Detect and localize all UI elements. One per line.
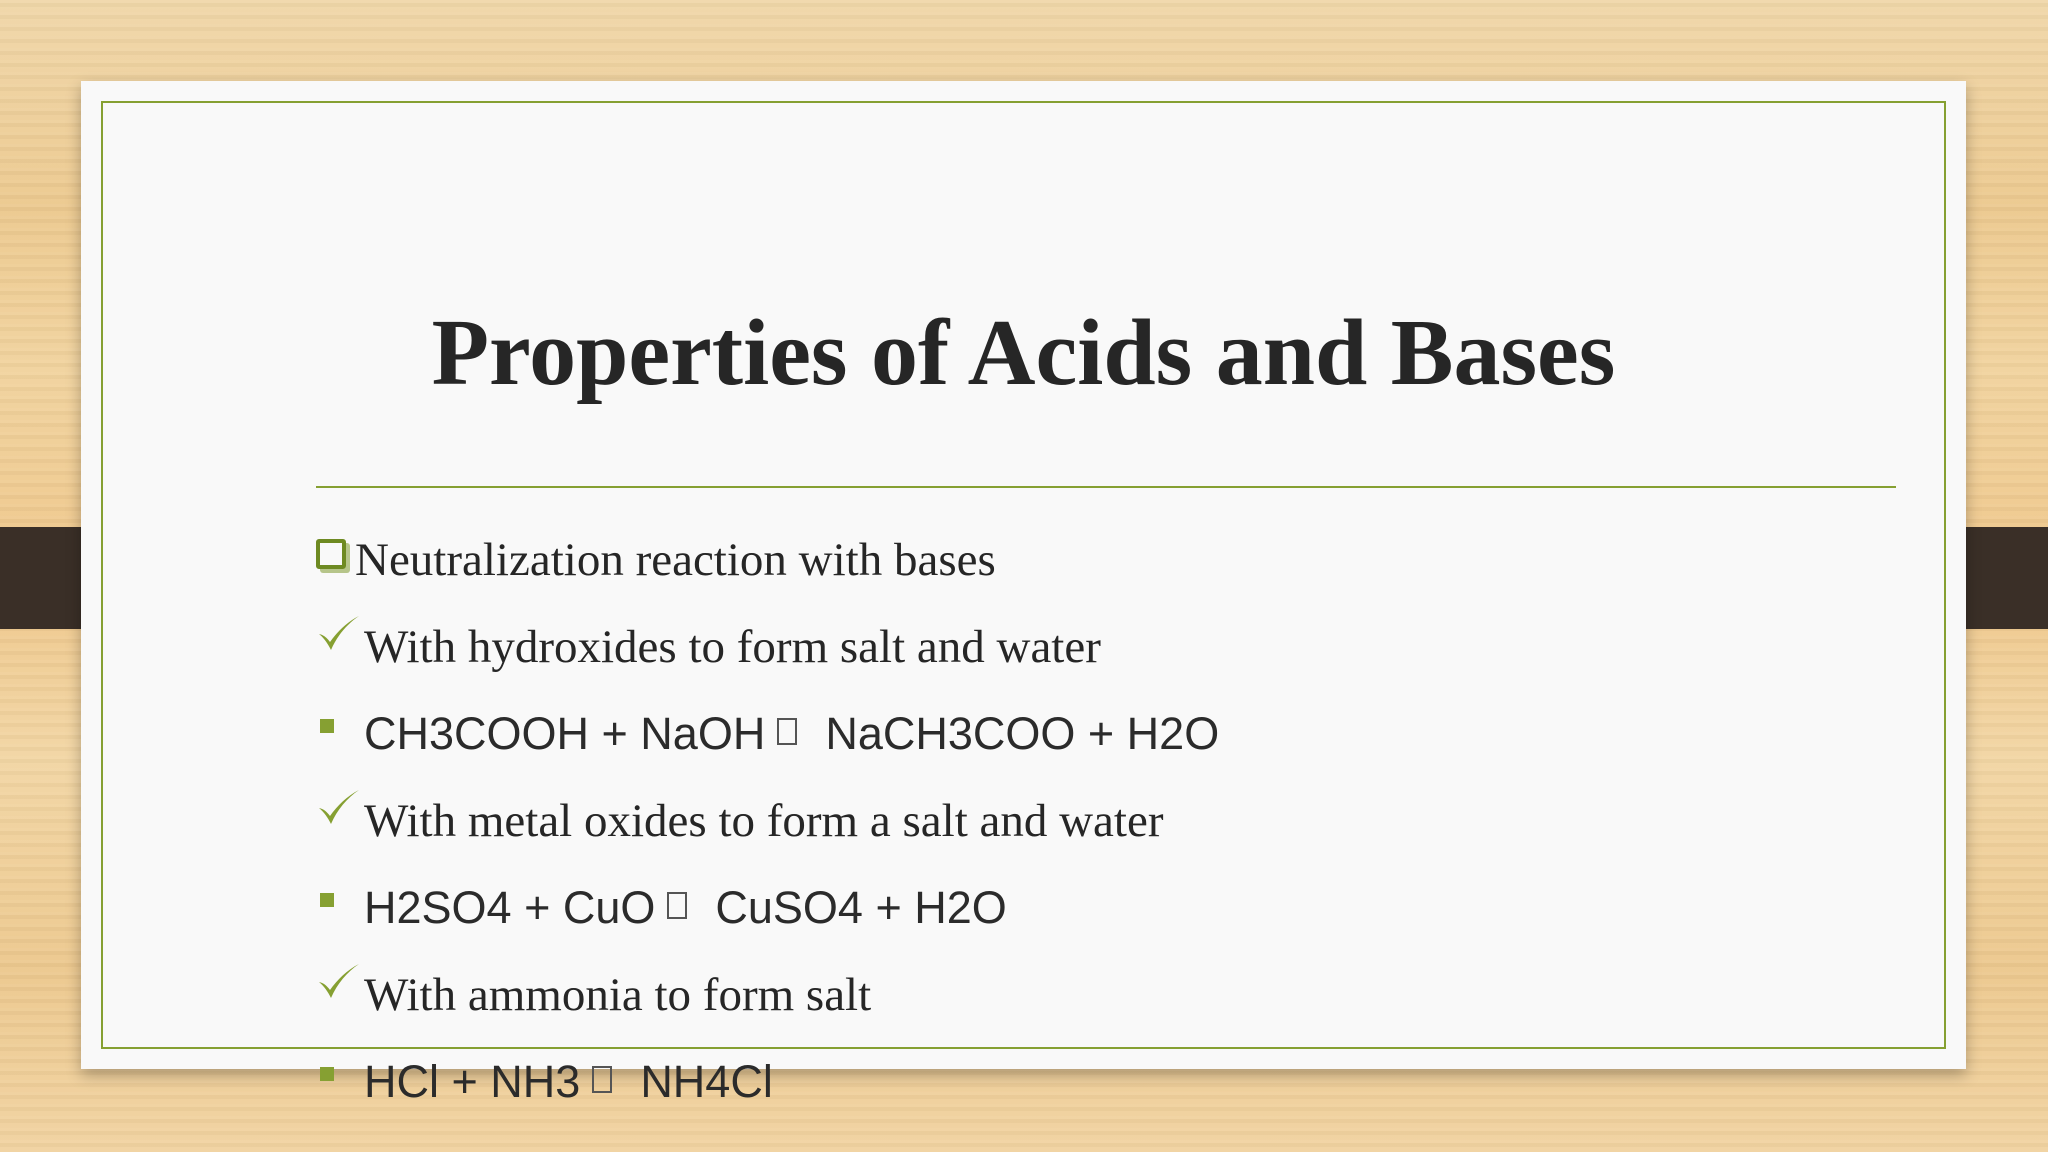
- list-item-text: With hydroxides to form salt and water: [364, 620, 1101, 673]
- missing-arrow-icon: [777, 718, 797, 745]
- equation-reactants: HCl + NH3: [364, 1055, 581, 1107]
- equation-products: NaCH3COO + H2O: [825, 707, 1220, 759]
- list-item: [316, 777, 1816, 864]
- list-item-text: With metal oxides to form a salt and water: [364, 794, 1164, 847]
- list-item: [316, 1038, 1816, 1125]
- slide-card: [81, 81, 1966, 1107]
- list-item: [316, 951, 1816, 1038]
- missing-arrow-icon: [592, 1066, 612, 1093]
- list-item: [316, 603, 1816, 690]
- list-item: [316, 864, 1816, 951]
- list-item-text: Neutralization reaction with bases: [355, 533, 996, 586]
- slide-title: Properties of Acids and Bases: [431, 301, 1616, 405]
- bullet-list: [316, 516, 1816, 1125]
- checkmark-icon: [316, 787, 362, 827]
- checkbox-bullet-icon: [316, 539, 346, 569]
- equation-reactants: H2SO4 + CuO: [364, 881, 656, 933]
- square-bullet-icon: [320, 719, 334, 733]
- missing-arrow-icon: [667, 892, 687, 919]
- title-divider: [316, 486, 1896, 488]
- list-item: [316, 690, 1816, 777]
- checkmark-icon: [316, 961, 362, 1001]
- checkmark-icon: [316, 613, 362, 653]
- square-bullet-icon: [320, 893, 334, 907]
- equation-products: NH4Cl: [640, 1055, 773, 1107]
- list-item: [316, 516, 1816, 603]
- square-bullet-icon: [320, 1067, 334, 1081]
- equation-reactants: CH3COOH + NaOH: [364, 707, 766, 759]
- equation-products: CuSO4 + H2O: [715, 881, 1007, 933]
- list-item-text: With ammonia to form salt: [364, 968, 872, 1021]
